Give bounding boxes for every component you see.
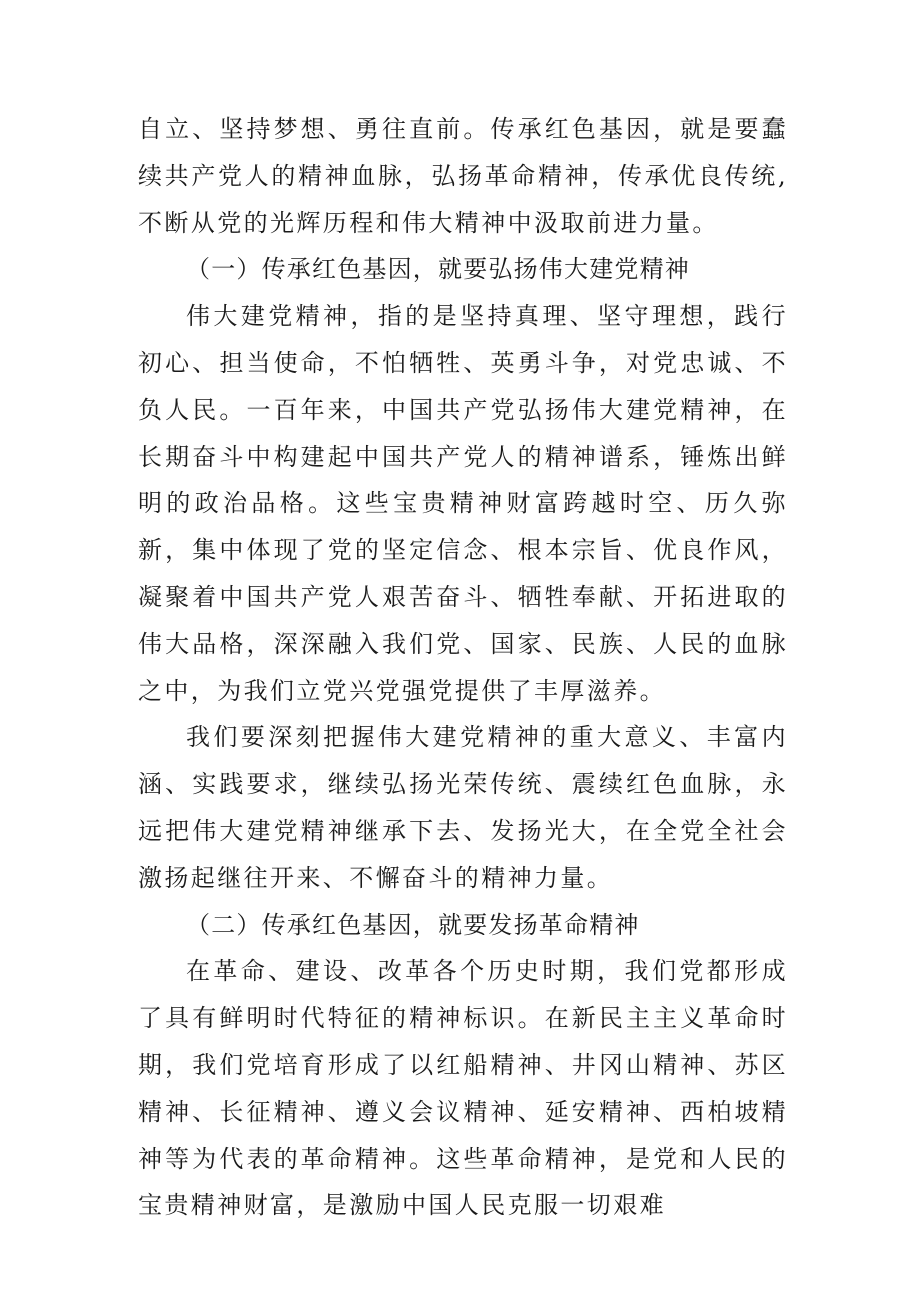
section-heading-1: （一）传承红色基因，就要弘扬伟大建党精神 (186, 255, 690, 284)
document-body (138, 106, 788, 1229)
paragraph-continuation: 自立、坚持梦想、勇往直前。传承红色基因，就是要蠢续共产党人的精神血脉，弘扬革命精神，传承优良传统,不断从党的光辉历程和伟大精神中汲取前进力量。 (138, 115, 788, 237)
section-heading-2: （二）传承红色基因，就要发扬革命精神 (186, 910, 640, 939)
paragraph-section-1-a: 伟大建党精神，指的是坚持真理、坚守理想，践行初心、担当使命，不怕牺牲、英勇斗争，对党忠诚、不负人民。一百年来，中国共产党弘扬伟大建党精神，在长期奋斗中构建起中国共产党人的精神谱系，锤炼出鲜明的政治品格。这些宝贵精神财富跨越时空、历久弥新，集中体现了党的坚定信念、根本宗旨、优良作风，凝聚着中国共产党人艰苦奋斗、牺牲奉献、开拓进取的伟大品格，深深融入我们党、国家、民族、人民的血脉之中，为我们立党兴党强党提供了丰厚滋养。 (138, 302, 788, 705)
paragraph-section-1-b: 我们要深刻把握伟大建党精神的重大意义、丰富内涵、实践要求，继续弘扬光荣传统、震续红色血脉，永远把伟大建党精神继承下去、发扬光大，在全党全社会激扬起继往开来、不懈奋斗的精神力量。 (138, 723, 788, 892)
paragraph-section-2-a: 在革命、建设、改革各个历史时期，我们党都形成了具有鲜明时代特征的精神标识。在新民主主义革命时期，我们党培育形成了以红船精神、井冈山精神、苏区精神、长征精神、遵义会议精神、延安精神、西柏坡精神等为代表的革命精神。这些革命精神，是党和人民的宝贵精神财富，是激励中国人民克服一切艰难 (138, 957, 788, 1220)
